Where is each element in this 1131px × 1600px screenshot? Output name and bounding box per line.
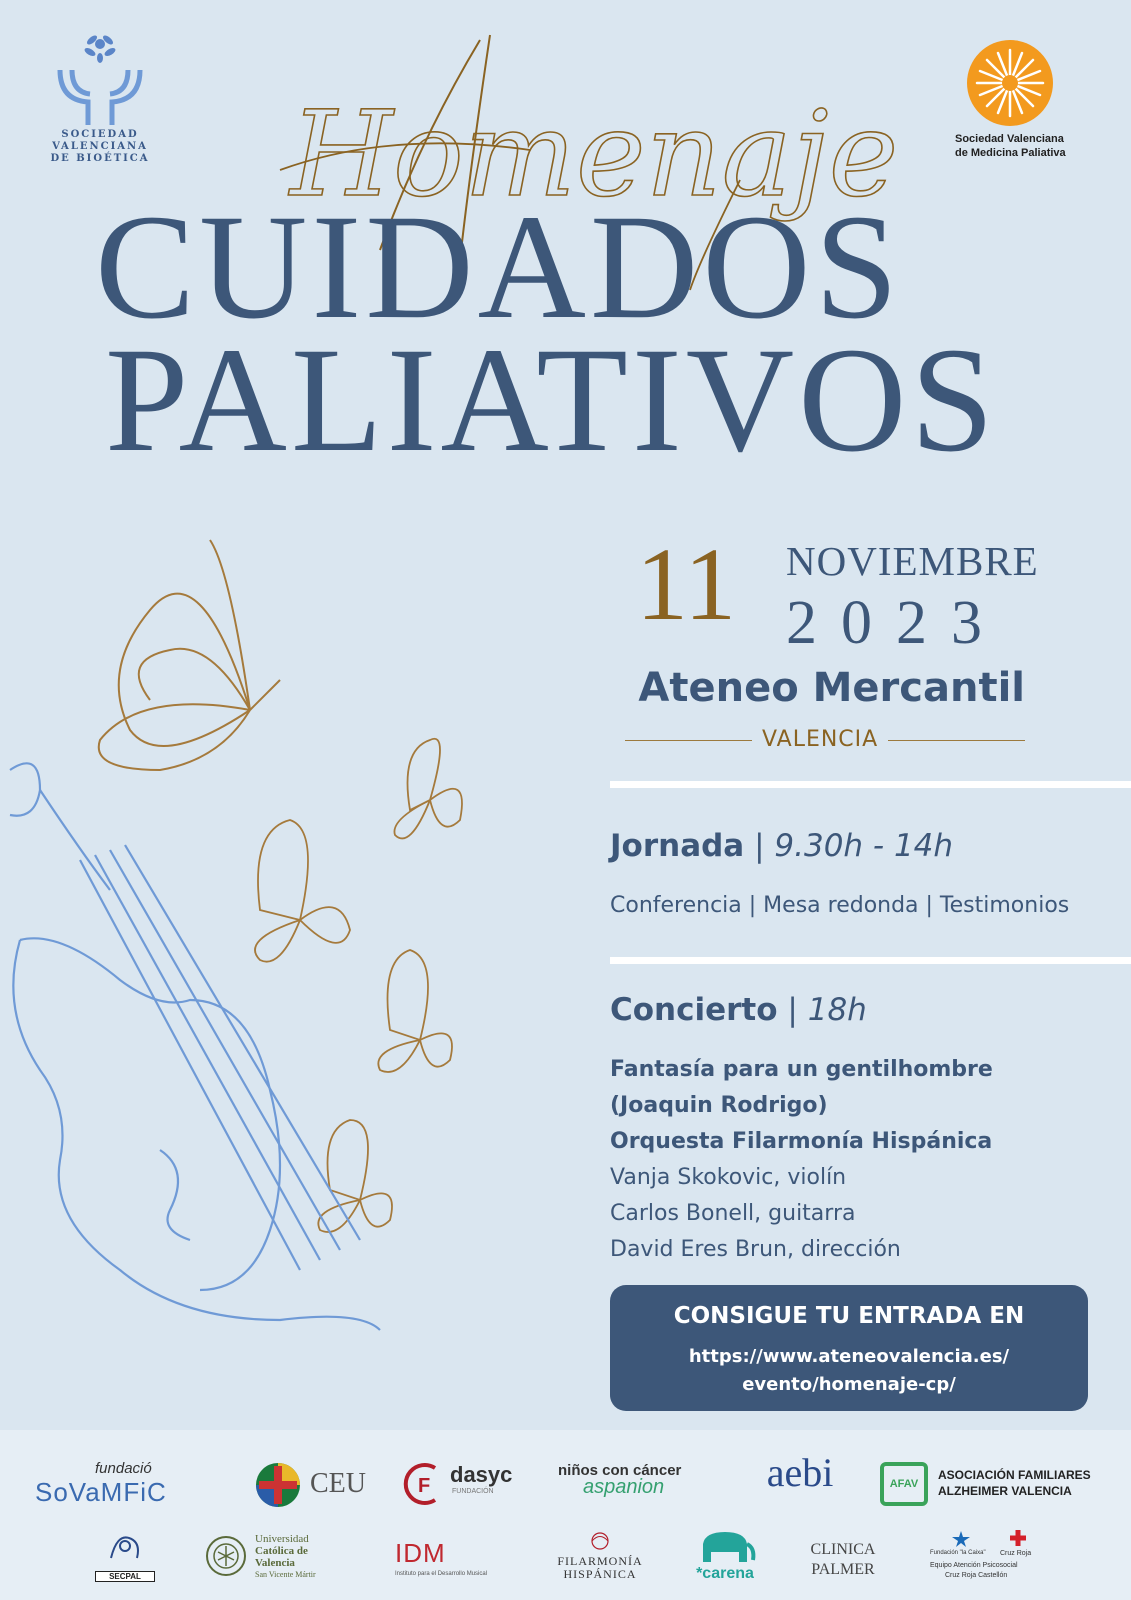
ticket-url-line1[interactable]: https://www.ateneovalencia.es/ bbox=[688, 1346, 1010, 1367]
butterfly-icon bbox=[255, 820, 350, 962]
bioetica-logo-line2: VALENCIANA bbox=[52, 141, 148, 152]
butterfly-icon bbox=[318, 1120, 392, 1232]
ceu-cross-icon bbox=[255, 1462, 301, 1508]
concierto-line: Vanja Skokovic, violín bbox=[610, 1165, 847, 1190]
idm-logo bbox=[395, 1538, 525, 1577]
filarmonia-logo bbox=[550, 1530, 650, 1581]
filarmonia-sphere-icon bbox=[587, 1530, 613, 1550]
medicina-paliativa-line2: de Medicina Paliativa bbox=[955, 147, 1066, 159]
dasyc-f-icon bbox=[405, 1462, 445, 1506]
bioetica-logo bbox=[50, 30, 150, 165]
afav-line2: ALZHEIMER VALENCIA bbox=[938, 1484, 1072, 1498]
sovamfic-logo bbox=[35, 1460, 205, 1508]
ticket-url-line2[interactable]: evento/homenaje-cp/ bbox=[742, 1374, 956, 1395]
jornada-time: 9.30h - 14h bbox=[774, 828, 954, 864]
event-city: VALENCIA bbox=[752, 727, 888, 752]
ucv-line2: Católica de bbox=[255, 1545, 308, 1557]
jornada-subtitle: Conferencia | Mesa redonda | Testimonios bbox=[610, 893, 1070, 918]
elephant-icon bbox=[695, 1530, 755, 1564]
medicina-paliativa-logo bbox=[940, 38, 1080, 160]
aspanion-name: aspanion bbox=[583, 1476, 665, 1498]
ucv-line1: Universidad bbox=[255, 1533, 309, 1545]
title-line1: CUIDADOS bbox=[95, 184, 903, 350]
sovamfic-name: SoVaMFiC bbox=[35, 1477, 167, 1507]
palmer-line1: CLINICA bbox=[810, 1541, 876, 1558]
aspanion-logo bbox=[558, 1462, 718, 1499]
event-venue: Ateneo Mercantil bbox=[638, 665, 1025, 711]
afav-line1: ASOCIACIÓN FAMILIARES bbox=[938, 1468, 1091, 1482]
filarmonia-line2: HISPÁNICA bbox=[563, 1567, 637, 1581]
sovamfic-top: fundació bbox=[95, 1460, 152, 1477]
ticket-box[interactable] bbox=[610, 1285, 1088, 1411]
lacaixa-cruzroja-logo bbox=[930, 1530, 1060, 1590]
jornada-heading bbox=[610, 828, 953, 864]
ucv-seal-icon bbox=[205, 1535, 247, 1577]
concierto-title: Concierto bbox=[610, 992, 778, 1028]
event-month: NOVIEMBRE bbox=[786, 538, 1039, 584]
butterfly-icon bbox=[394, 739, 462, 839]
event-day: 11 bbox=[636, 527, 737, 642]
lacaixa-sub1: Equipo Atención Psicosocial bbox=[930, 1562, 1018, 1569]
secpal-logo bbox=[95, 1528, 155, 1582]
title-line2: PALIATIVOS bbox=[105, 317, 998, 483]
lacaixa-sub2: Cruz Roja Castellón bbox=[945, 1572, 1008, 1579]
ceu-text: CEU bbox=[310, 1468, 366, 1499]
medicina-paliativa-line1: Sociedad Valenciana bbox=[955, 133, 1064, 145]
section-divider bbox=[610, 957, 1131, 964]
butterfly-icon bbox=[99, 540, 280, 770]
bioetica-logo-line3: DE BIOÉTICA bbox=[50, 153, 150, 164]
section-divider bbox=[610, 781, 1131, 788]
ticket-title: CONSIGUE TU ENTRADA EN bbox=[673, 1303, 1025, 1329]
dasyc-sub: FUNDACIÓN bbox=[452, 1488, 494, 1495]
lacaixa-star-icon bbox=[950, 1530, 972, 1548]
idm-sub: Instituto para el Desarrollo Musical bbox=[395, 1571, 488, 1577]
sponsors-footer bbox=[0, 1430, 1131, 1600]
butterfly-icon bbox=[378, 950, 452, 1072]
palmer-logo bbox=[803, 1540, 883, 1580]
concierto-time: 18h bbox=[807, 992, 867, 1028]
dasyc-logo bbox=[405, 1460, 525, 1510]
ceu-logo bbox=[255, 1462, 375, 1510]
concierto-line: Orquesta Filarmonía Hispánica bbox=[610, 1129, 993, 1154]
ucv-logo bbox=[205, 1535, 355, 1585]
concierto-separator: | bbox=[787, 992, 808, 1028]
concierto-line: (Joaquin Rodrigo) bbox=[610, 1093, 828, 1118]
carena-name: *carena bbox=[696, 1565, 754, 1582]
aspanion-top: niños con cáncer bbox=[558, 1462, 682, 1479]
concierto-line: Fantasía para un gentilhombre bbox=[610, 1057, 993, 1082]
jornada-separator: | bbox=[754, 828, 775, 864]
filarmonia-line1: FILARMONÍA bbox=[557, 1554, 643, 1568]
svg-text:F: F bbox=[418, 1475, 431, 1497]
bioetica-logo-line1: SOCIEDAD bbox=[61, 129, 139, 140]
secpal-figure-icon bbox=[103, 1528, 147, 1566]
violin-butterflies-illustration bbox=[0, 530, 600, 1350]
idm-name: IDM bbox=[395, 1538, 446, 1568]
red-cross-icon bbox=[1010, 1530, 1026, 1546]
aebi-logo bbox=[760, 1452, 840, 1494]
concierto-line: David Eres Brun, dirección bbox=[610, 1237, 901, 1262]
jornada-title: Jornada bbox=[610, 828, 745, 864]
ucv-line4: San Vicente Mártir bbox=[255, 1570, 316, 1579]
secpal-name: SECPAL bbox=[95, 1571, 155, 1582]
lacaixa-name: Fundación "la Caixa" bbox=[930, 1550, 986, 1556]
bioetica-emblem-icon bbox=[50, 30, 150, 125]
palmer-line2: PALMER bbox=[811, 1561, 875, 1578]
cruzroja-name: Cruz Roja bbox=[1000, 1550, 1032, 1557]
dasyc-text: dasyc bbox=[450, 1462, 513, 1487]
afav-logo bbox=[880, 1462, 1100, 1512]
ticket-url[interactable] bbox=[610, 1343, 1088, 1399]
violin-icon bbox=[10, 763, 380, 1330]
event-year: 2023 bbox=[786, 589, 1006, 657]
aebi-name: aebi bbox=[766, 1450, 834, 1495]
carena-logo bbox=[685, 1530, 765, 1583]
afav-badge: AFAV bbox=[880, 1462, 928, 1506]
concierto-line: Carlos Bonell, guitarra bbox=[610, 1201, 856, 1226]
ucv-line3: Valencia bbox=[255, 1557, 295, 1569]
concierto-heading bbox=[610, 992, 867, 1028]
sun-star-icon bbox=[965, 38, 1055, 128]
homenaje-script-text: Homenaje bbox=[290, 85, 899, 223]
